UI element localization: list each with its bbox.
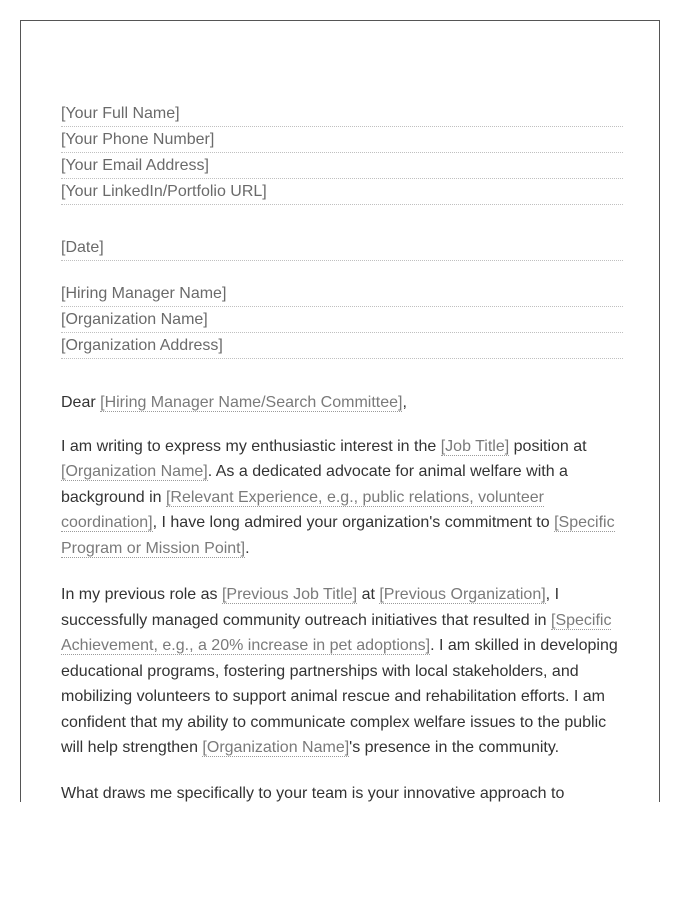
salutation xyxy=(61,390,623,416)
organization-name-placeholder[interactable]: [Organization Name] xyxy=(202,739,350,756)
spacer xyxy=(61,261,623,281)
organization-address-field[interactable]: [Organization Address] xyxy=(61,333,623,359)
phone-field[interactable]: [Your Phone Number] xyxy=(61,127,623,153)
text-segment: I am writing to express my enthusiastic interest in the xyxy=(61,437,441,455)
previous-title-placeholder[interactable]: [Previous Job Title] xyxy=(221,586,358,603)
text-segment: , I successfully managed community outreach initiatives that resulted in xyxy=(61,586,560,629)
text-segment: 's presence in the community. xyxy=(349,739,560,756)
paragraph-intro xyxy=(61,434,623,562)
program-placeholder[interactable]: [Specific Program or Mission Point] xyxy=(61,514,615,557)
text-segment: , I have long admired your organization's commitment to xyxy=(152,514,555,531)
letter-page xyxy=(20,20,660,802)
email-field[interactable]: [Your Email Address] xyxy=(61,153,623,179)
previous-organization-placeholder[interactable]: [Previous Organization] xyxy=(379,586,546,603)
text-segment: at xyxy=(357,586,380,603)
recipient-block xyxy=(61,281,623,359)
salutation-suffix: , xyxy=(402,394,407,411)
organization-name-field[interactable]: [Organization Name] xyxy=(61,307,623,333)
text-segment: . I am skilled in developing educational programs, fostering partnerships with local stakeholders, and mobilizing volunteers to support animal rescue and rehabilitation efforts. I am confident that my ability to communicate complex welfare issues to the public will help strengthen xyxy=(61,637,618,756)
salutation-prefix: Dear xyxy=(61,394,101,411)
organization-name-placeholder[interactable]: [Organization Name] xyxy=(61,463,208,480)
hiring-manager-field[interactable]: [Hiring Manager Name] xyxy=(61,281,623,307)
achievement-placeholder[interactable]: [Specific Achievement, e.g., a 20% increase in pet adoptions] xyxy=(61,611,612,654)
paragraph-experience xyxy=(61,582,623,761)
salutation-name-placeholder[interactable]: [Hiring Manager Name/Search Committee] xyxy=(100,394,403,411)
text-segment: . As a dedicated advocate for animal welfare with a background in xyxy=(61,463,568,506)
contact-block xyxy=(61,101,623,205)
paragraph-motivation xyxy=(61,781,623,803)
text-segment: What draws me specifically to your team is your innovative approach to xyxy=(61,784,565,802)
text-segment: In my previous role as xyxy=(61,586,222,603)
letter-body xyxy=(61,101,623,802)
relevant-experience-placeholder[interactable]: [Relevant Experience, e.g., public relations, volunteer coordination] xyxy=(61,488,544,531)
date-field[interactable]: [Date] xyxy=(61,235,623,261)
spacer xyxy=(61,205,623,235)
job-title-placeholder[interactable]: [Job Title] xyxy=(440,437,510,455)
text-segment: position at xyxy=(509,437,587,455)
linkedin-field[interactable]: [Your LinkedIn/Portfolio URL] xyxy=(61,179,623,205)
full-name-field[interactable]: [Your Full Name] xyxy=(61,101,623,127)
date-block xyxy=(61,235,623,261)
text-segment: . xyxy=(245,539,250,557)
